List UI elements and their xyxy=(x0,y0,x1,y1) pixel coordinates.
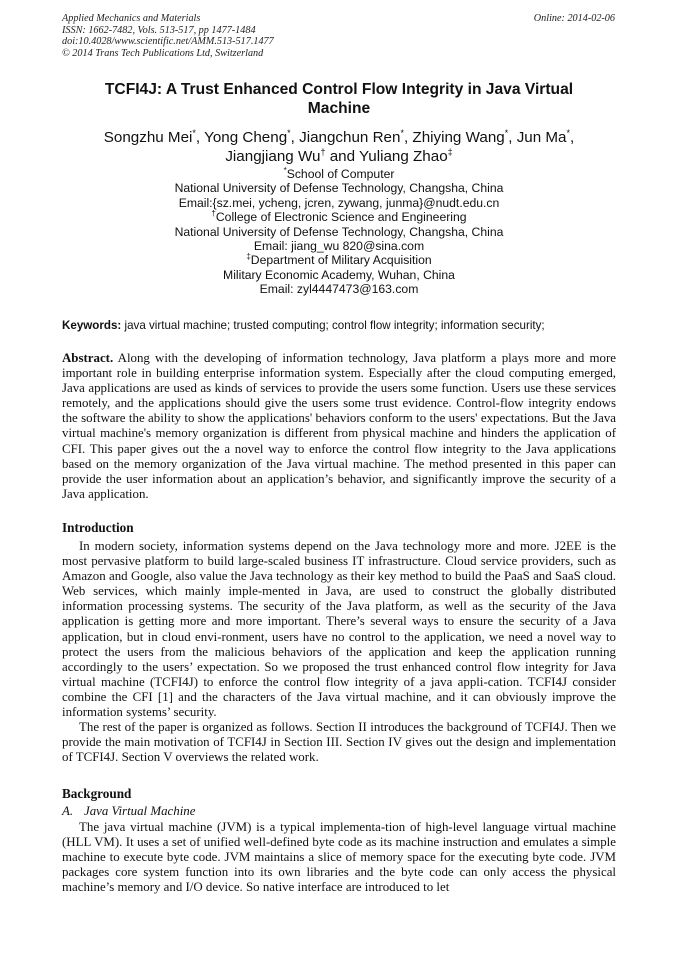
author-name: Yong Cheng xyxy=(204,129,288,146)
section-heading-introduction: Introduction xyxy=(62,520,134,535)
author-mark: * xyxy=(400,128,404,138)
author-mark: * xyxy=(504,128,509,138)
affiliation-email: Email: jiang_wu 820@sina.com xyxy=(253,239,425,254)
abstract-paragraph xyxy=(62,351,616,502)
author-separator: , xyxy=(570,129,575,146)
author-name: Jun Ma xyxy=(516,129,567,146)
author-list xyxy=(62,128,616,166)
affiliation-line xyxy=(62,210,616,224)
author-separator: , xyxy=(290,129,300,146)
abstract xyxy=(62,351,616,502)
section-heading-background: Background xyxy=(62,786,132,801)
affiliation-line: National University of Defense Technology, Changsha, China xyxy=(174,181,504,196)
author-name: Jiangjiang Wu xyxy=(225,148,321,165)
journal-info xyxy=(62,13,422,59)
author-mark: * xyxy=(287,128,291,138)
abstract-label: Abstract. xyxy=(62,351,114,365)
keywords-label: Keywords: xyxy=(62,319,122,332)
introduction-paragraph-1: In modern society, information systems depend on the Java technology more and more. J2EE is the most pervasive platform to build large-scaled business IT infrastructure. Cloud service providers, such as Amazon and Google, also value the Java technology as their key method to build the PaaS and SaaS cloud. Web services, which mainly imple-mented in Java, are used to construct the globally distributed information processing systems. The security of the Java platform, as well as the security of the Java application is getting more and more important. There’s several ways to ensure the security of a Java application, but in cloud envi-ronment, users have no control to the application, we need a novel way to protect the users from the malicious behaviors of the application and keep the application running accordingly to the users’ expectation. So we proposed the trust enhanced control flow integrity for Java virtual machine (TCFI4J) to enforce the control flow integrity of a java appli-cation. TCFI4J consider combine the CFI [1] and the characters of the Java virtual machine, and it can obviously improve the information systems’ security. xyxy=(62,539,616,720)
keywords xyxy=(62,319,618,333)
author-mark: * xyxy=(566,128,571,138)
paper-title xyxy=(62,80,616,118)
affiliation-text: Department of Military Acquisition xyxy=(250,253,432,268)
affiliation-line xyxy=(62,253,616,267)
affiliation-email: Email: zyl4447473@163.com xyxy=(259,282,419,297)
introduction-paragraph-2: The rest of the paper is organized as follows. Section II introduces the background of TCFI4J. Then we provide the main motivation of TCFI4J in Section III. Section IV gives out the design and implementation of TCFI4J. Section V overviews the related work. xyxy=(62,720,616,765)
affiliation-mark: * xyxy=(283,166,287,175)
subsection-title: Java Virtual Machine xyxy=(84,804,196,818)
author-mark: † xyxy=(320,147,326,157)
affiliation-text: School of Computer xyxy=(286,167,395,181)
background-body xyxy=(62,820,616,895)
author-and: and xyxy=(325,148,359,165)
author-line-2 xyxy=(62,147,616,166)
affiliation-mark: ‡ xyxy=(246,252,251,262)
doi-line: doi:10.4028/www.scientific.net/AMM.513-517.1477 xyxy=(62,36,274,47)
author-mark: ‡ xyxy=(447,147,453,157)
keywords-text: java virtual machine; trusted computing; control flow integrity; information security; xyxy=(121,319,545,332)
affiliation-line xyxy=(62,167,616,181)
author-mark: * xyxy=(192,128,196,138)
author-line-1 xyxy=(62,128,616,147)
abstract-text: Along with the developing of information technology, Java platform a plays more and more important role in building enterprise information system. Especially after the cloud computing emerged, Java applications are used as kinds of services to provide the users some function. Users use these services remotely, and the applications should give the users some trust evidence. Control-flow integrity endows the software the ability to show the applications' behaviors conform to the users' expectations. But the Java virtual machine's memory organization is different from physical machine and hinders the application of CFI. This paper gives out the a novel way to enforce the control flow integrity to the Java applications based on the memory organization of the Java virtual machine. The method presented in this paper can provide the user information about an application’s behavior, and significantly improve the security of a Java application. xyxy=(62,351,616,501)
title-line-1: TCFI4J: A Trust Enhanced Control Flow Integrity in Java Virtual xyxy=(104,81,574,98)
affiliation-email: Email:{sz.mei, ycheng, jcren, zywang, junma}@nudt.edu.cn xyxy=(178,195,500,210)
author-name: Jiangchun Ren xyxy=(299,129,401,146)
affiliation-line: National University of Defense Technology, Changsha, China xyxy=(174,224,504,239)
copyright-line: © 2014 Trans Tech Publications Ltd, Switzerland xyxy=(62,47,264,59)
affiliation-mark: † xyxy=(211,209,216,219)
subsection-heading-jvm xyxy=(62,804,195,819)
affiliation-text: College of Electronic Science and Engineering xyxy=(215,210,467,225)
author-separator: , xyxy=(195,129,205,146)
author-name: Songzhu Mei xyxy=(103,129,193,146)
online-date: Online: 2014-02-06 xyxy=(533,13,615,24)
subsection-number: A. xyxy=(62,804,74,818)
issn-line: ISSN: 1662-7482, Vols. 513-517, pp 1477-1484 xyxy=(62,24,256,36)
affiliations xyxy=(62,167,616,297)
author-separator: , xyxy=(403,129,413,146)
introduction-body xyxy=(62,539,616,765)
title-line-2: Machine xyxy=(307,100,371,117)
background-paragraph-1: The java virtual machine (JVM) is a typical implementa-tion of high-level language virtual machine (HLL VM). It uses a set of unified well-defined byte code as its machine instruction and emulates a simple machine to execute byte code. JVM maintains a slice of memory space for the executing byte code. JVM packages core system function into its own libraries and the byte code can only access the physical machine’s memory and I/O device. So native interface are introduced to let xyxy=(62,820,616,895)
journal-name: Applied Mechanics and Materials xyxy=(62,13,201,24)
author-name: Yuliang Zhao xyxy=(358,148,448,165)
author-separator: , xyxy=(508,129,517,146)
affiliation-line: Military Economic Academy, Wuhan, China xyxy=(223,267,455,282)
author-name: Zhiying Wang xyxy=(412,129,505,146)
